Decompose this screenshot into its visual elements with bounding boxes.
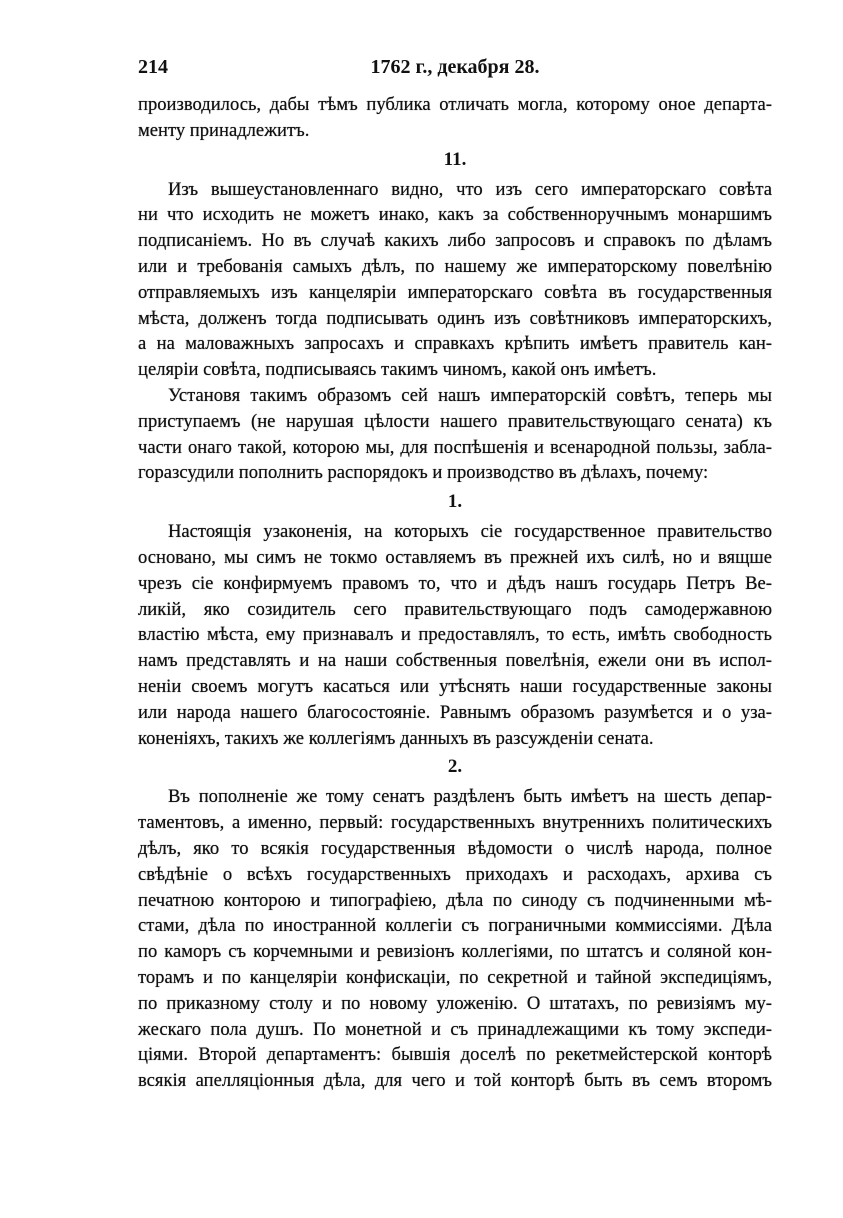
text-line: чрезъ сіе конфирмуемъ правомъ то, что и дѣдъ нашъ государь Петръ Ве- <box>138 572 772 594</box>
page-number: 214 <box>138 56 168 78</box>
text-line: печатною конторою и типографіею, дѣла по синоду съ подчиненными мѣ- <box>138 889 772 911</box>
text-line: отправляемыхъ изъ канцеляріи императорскаго совѣта въ государственныя <box>138 281 772 303</box>
text-line: или и требованія самыхъ дѣлъ, по нашему же императорскому повелѣнію <box>138 255 772 277</box>
text-line: стами, дѣла по иностранной коллегіи съ пограничными коммиссіями. Дѣла <box>138 915 772 937</box>
text-line: менту принадлежитъ. <box>138 119 310 141</box>
section-number: 2. <box>447 756 463 778</box>
text-line: по каморъ съ корчемными и ревизіонъ коллегіями, по штатсъ и соляной кон- <box>138 941 772 963</box>
text-line: а на маловажныхъ запросахъ и справкахъ крѣпить имѣетъ правитель кан- <box>138 333 772 355</box>
text-line: основано, мы симъ не токмо оставляемъ въ прежней ихъ силѣ, но и вящше <box>138 546 772 568</box>
text-line: всякія апелляціонныя дѣла, для чего и той конторѣ быть въ семъ второмъ <box>138 1070 772 1092</box>
paragraph <box>138 177 772 383</box>
paragraph <box>138 383 772 486</box>
text-line: намъ представлять и на наши собственныя повелѣнія, ежели они въ испол- <box>138 650 772 672</box>
text-line: ціями. Второй департаментъ: бывшія доселѣ по рекетмейстерской конторѣ <box>138 1044 772 1066</box>
text-line: таментовъ, а именно, первый: государственныхъ внутреннихъ политическихъ <box>138 812 772 834</box>
text-line: Установя такимъ образомъ сей нашъ императорскій совѣтъ, теперь мы <box>168 384 772 406</box>
section-number: 1. <box>447 491 463 513</box>
text-line: Настоящія узаконенія, на которыхъ сіе государственное правительство <box>168 521 772 543</box>
text-line: мѣста, долженъ тогда подписывать одинъ изъ совѣтниковъ императорскихъ, <box>138 307 772 329</box>
section-number: 11. <box>443 148 467 170</box>
text-line: Въ пополненіе же тому сенатъ раздѣленъ быть имѣетъ на шесть депар- <box>168 786 772 808</box>
text-line: торамъ и по канцеляріи конфискаціи, по секретной и тайной экспедиціямъ, <box>138 966 772 988</box>
text-line: свѣдѣніе о всѣхъ государственныхъ приходахъ и расходахъ, архива съ <box>138 863 772 885</box>
text-line: горазсудили пополнить распорядокъ и производство въ дѣлахъ, почему: <box>138 462 709 484</box>
running-header <box>138 56 772 82</box>
running-title: 1762 г., декабря 28. <box>370 56 540 78</box>
paragraph <box>138 784 772 1094</box>
text-line: коненіяхъ, такихъ же коллегіямъ данныхъ въ разсужденіи сената. <box>138 727 654 749</box>
text-line: или народа нашего благосостояніе. Равнымъ образомъ разумѣется и о уза- <box>138 701 772 723</box>
text-line: неніи своемъ могутъ касаться или утѣснять наши государственные законы <box>138 675 772 697</box>
text-line: по приказному столу и по новому уложенію. О штатахъ, по ревизіямъ му- <box>138 992 772 1014</box>
text-line: ни что исходить не можетъ инако, какъ за собственноручнымъ монаршимъ <box>138 204 772 226</box>
paragraph <box>138 92 772 144</box>
text-line: целяріи совѣта, подписываясь такимъ чиномъ, какой онъ имѣетъ. <box>138 359 657 381</box>
text-line: части онаго такой, которою мы, для поспѣшенія и всенародной пользы, забла- <box>138 436 772 458</box>
text-line: ликій, яко созидитель сего правительствующаго подъ самодержавною <box>138 598 772 620</box>
text-line: жескаго пола душъ. По монетной и съ принадлежащими къ тому экспеди- <box>138 1018 772 1040</box>
page-body <box>138 92 772 1094</box>
text-line: властію мѣста, ему признавалъ и предоставлялъ, то есть, имѣть свободность <box>138 624 772 646</box>
text-line: приступаемъ (не нарушая цѣлости нашего правительствующаго сената) къ <box>138 410 772 432</box>
paragraph <box>138 519 772 751</box>
text-line: производилось, дабы тѣмъ публика отличать могла, которому оное департа- <box>138 94 772 115</box>
text-line: дѣлъ, яко то всякія государственныя вѣдомости о числѣ народа, полное <box>138 837 772 859</box>
text-line: подписаніемъ. Но въ случаѣ какихъ либо запросовъ и справокъ по дѣламъ <box>138 230 772 252</box>
text-line: Изъ вышеустановленнаго видно, что изъ сего императорскаго совѣта <box>168 178 772 200</box>
